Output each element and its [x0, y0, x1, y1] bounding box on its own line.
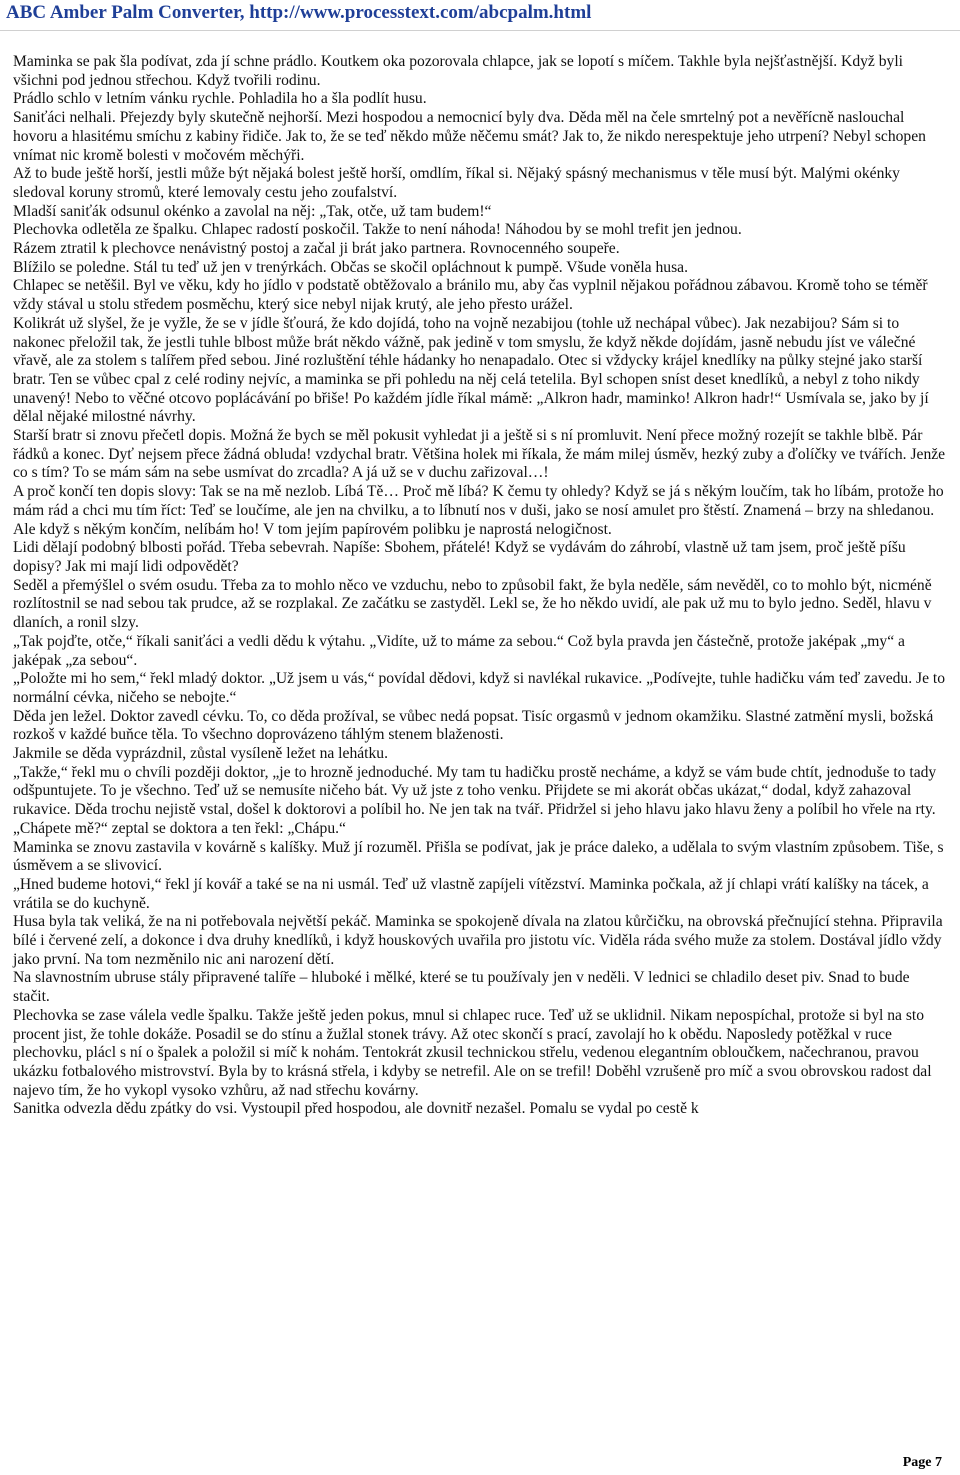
- paragraph: Blížilo se poledne. Stál tu teď už jen v trenýrkách. Občas se skočil opláchnout k pumpě. Všude voněla husa.: [13, 258, 688, 276]
- paragraph: Plechovka se zase válela vedle špalku. Takže ještě jeden pokus, mnul si chlapec ruce. Teď už se uklidnil. Nikam nepospíchal, protože si byl na sto procent jist, že tohle dokáže. Posadil se do stínu a žužlal stonek trávy. Až otec skončí s prací, zavolají ho k obědu. Naposledy potěžkal v ruce plechovku, plácl s ní o špalek a položil si míč k nohám. Tentokrát zkusil technickou střelu, vedenou elegantním obloučkem, načechranou, pravou ukázku fotbalového mistrovství. Byla by to krásná střela, i kdyby se netrefil. Ale on se trefil! Doběhl vzrušeně pro míč a svou obrovskou radost dal najevo tím, že ho vykopl vysoko vzhůru, až nad střechu kovárny.: [13, 1006, 932, 1099]
- paragraph: Mladší saniťák odsunul okénko a zavolal na něj: „Tak, otče, už tam budem!“: [13, 202, 492, 220]
- paragraph: A proč končí ten dopis slovy: Tak se na mě nezlob. Líbá Tě… Proč mě líbá? K čemu ty ohledy? Když se já s někým loučím, tak ho líbám, protože ho mám rád a chci mu tím říct: Teď se loučíme, ale jen na chvilku, a to líbnutí nos v duši, jako se nosí amulet pro štěstí. Znamená – brzy na shledanou. Ale když s někým končím, nelíbám ho! V tom jejím papírovém polibku je naprostá nelogičnost.: [13, 483, 944, 538]
- document-header-title: ABC Amber Palm Converter, http://www.processtext.com/abcpalm.html: [6, 2, 592, 23]
- paragraph: „Tak pojďte, otče,“ říkali saniťáci a vedli dědu k výtahu. „Vidíte, už to máme za sebou.“ Což byla pravda jen částečně, protože jaképak „my“ a jaképak „za sebou“.: [13, 632, 905, 669]
- paragraph: Starší bratr si znovu přečetl dopis. Možná že bych se měl pokusit vyhledat ji a ještě si s ní promluvit. Není přece možný rozejít se takhle blbě. Pár řádků a konec. Dyť nejsem přece žádná obluda! vzdychal bratr. Většina holek mi říkala, že mám milej úsměv, hezký zuby a ďolíčky ve tvářích. Jenže co s tím? To se mám sám na sebe usmívat do zrcadla? A já už se v duchu zařizoval…!: [13, 427, 946, 482]
- paragraph: „Takže,“ řekl mu o chvíli později doktor, „je to hrozně jednoduché. My tam tu hadičku prostě necháme, a když se vám bude chtít, jednoduše to tady odšpuntujete. To je všechno. Teď už se nemusíte ničeho bát. Vy už jste z toho venku. Přijdete se mi akorát občas ukázat,“ dodal, když zahazoval rukavice. Děda trochu nejistě vstal, došel k doktorovi a políbil ho. Ne jen tak na tvář. Přidržel si jeho hlavu jako hlavu ženy a políbil ho vřele na rty.: [13, 763, 937, 819]
- paragraph: Sanitka odvezla dědu zpátky do vsi. Vystoupil před hospodou, ale dovnitř nezašel. Pomalu se vydal po cestě k: [13, 1100, 699, 1118]
- paragraph: Děda jen ležel. Doktor zavedl cévku. To, co děda prožíval, se vůbec nedá popsat. Tisíc orgasmů v jednom okamžiku. Slastné zatmění mysli, božská rozkoš v každé buňce těla. To všechno doprovázeno táhlým stenem blaženosti.: [13, 707, 934, 744]
- paragraph: Maminka se pak šla podívat, zda jí schne prádlo. Koutkem oka pozorovala chlapce, jak se lopotí s míčem. Takhle byla nejšťastnější. Když byli všichni pod jednou střechou. Když tvořili rodinu.: [13, 53, 903, 89]
- paragraph: Na slavnostním ubruse stály připravené talíře – hluboké i mělké, které se tu používaly jen v neděli. V lednici se chladilo deset piv. Snad to bude stačit.: [13, 969, 910, 1006]
- paragraph: „Položte mi ho sem,“ řekl mladý doktor. „Už jsem u vás,“ povídal dědovi, když si navlékal rukavice. „Podívejte, tuhle hadičku vám teď zavedu. Je to normální cévka, ničeho se nebojte.“: [13, 670, 946, 706]
- paragraph: Saniťáci nelhali. Přejezdy byly skutečně nejhorší. Mezi hospodou a nemocnicí byly dva. Děda měl na čele smrtelný pot a nevěřícně naslouchal hovoru a hlasitému smíchu z kabiny řidiče. Jak to, že se teď někdo může něčemu smát? Jak to, že nikdo nerespektuje jeho utrpení? Nebyl schopen vnímat nic kromě bolesti v močovém měchýři.: [13, 109, 926, 164]
- paragraph: Chlapec se netěšil. Byl ve věku, kdy ho jídlo v podstatě obtěžovalo a bránilo mu, aby čas vyplnil nějakou pořádnou zábavou. Kromě toho se téměř vždy stával u stolu středem posměchu, který sice nebyl nijak krutý, ale jeho přesto urážel.: [13, 277, 928, 314]
- paragraph: Seděl a přemýšlel o svém osudu. Třeba za to mohlo něco ve vzduchu, nebo to způsobil fakt, že byla neděle, sám nevěděl, co to mohlo být, nicméně rozlítostnil se nad sebou tak prudce, až se rozplakal. Ze začátku se zastyděl. Lekl se, že ho někdo uvidí, ale pak už mu to bylo jedno. Seděl, hlavu v dlaních, a ronil slzy.: [13, 576, 932, 632]
- paragraph: Prádlo schlo v letním vánku rychle. Pohladila ho a šla podlít husu.: [13, 90, 427, 108]
- page-number: Page 7: [902, 1455, 942, 1470]
- paragraph: Husa byla tak veliká, že na ni potřebovala největší pekáč. Maminka se spokojeně dívala na zlatou kůrčičku, na obrovská přečnující stehna. Připravila bílé i červené zelí, a dokonce i dva druhy knedlíků, i když houskových uvařila pro jistotu víc. Viděla ráda svého muže za stolem. Dostával jídlo vždy jako první. Na tom nezměnilo nic ani narození dětí.: [13, 913, 943, 968]
- document-body: [13, 53, 948, 1119]
- paragraph: „Hned budeme hotovi,“ řekl jí kovář a také se na ni usmál. Teď už vlastně zapíjeli vítězství. Maminka počkala, až jí chlapi vrátí kalíšky na tácek, a vrátila se do kuchyně.: [13, 875, 929, 912]
- paragraph: Až to bude ještě horší, jestli může být nějaká bolest ještě horší, omdlím, říkal si. Nějaký spásný mechanismus v těle musí být. Malými okénky sledoval koruny stromů, které lemovaly cestu jeho zoufalství.: [13, 165, 900, 201]
- paragraph: Kolikrát už slyšel, že je vyžle, že se v jídle šťourá, že kdo dojídá, toho na vojně nezabijou (tohle už nechápal vůbec). Jak nezabijou? Sám si to nakonec přeložil tak, že jestli tuhle blbost může brát někdo vážně, pak jedině v tom smyslu, že když někde dojídám, jasně nebudu jíst ve válečné vřavě, ale za stolem s talířem před sebou. Jiné rozluštění téhle hádanky ho nenapadalo. Otec si vždycky krájel knedlíky na půlky stejné jako starší bratr. Ten se vůbec cpal z celé rodiny nejvíc, a maminka se při pohledu na něj celá tetelila. Byl schopen sníst deset knedlíků, a nebyl z toho nikdy unavený! Nebo to věčné otcovo poplácávání po břiše! Po každém jídle říkal mámě: „Alkron hadr, maminko! Alkron hadr!“ Usmívala se, jako by jí dělal nějaké milostné návrhy.: [13, 314, 929, 426]
- paragraph: „Chápete mě?“ zeptal se doktora a ten řekl: „Chápu.“: [13, 819, 346, 837]
- paragraph: Jakmile se děda vyprázdnil, zůstal vysíleně ležet na lehátku.: [13, 745, 388, 763]
- paragraph: Plechovka odletěla ze špalku. Chlapec radostí poskočil. Takže to není náhoda! Náhodou by se mohl trefit jen jednou.: [13, 221, 742, 239]
- paragraph: Rázem ztratil k plechovce nenávistný postoj a začal ji brát jako partnera. Rovnocenného soupeře.: [13, 240, 620, 258]
- header-divider: [0, 30, 960, 31]
- paragraph: Maminka se znovu zastavila v kovárně s kalíšky. Muž jí rozuměl. Přišla se podívat, jak je práce daleko, a udělala to svým vlastním způsobem. Tiše, s úsměvem a se slivovicí.: [13, 838, 944, 875]
- paragraph: Lidi dělají podobný blbosti pořád. Třeba sebevrah. Napíše: Sbohem, přátelé! Když se vydávám do záhrobí, vlastně už tam jsem, proč ještě píšu dopisy? Jak mi mají lidi odpovědět?: [13, 539, 906, 575]
